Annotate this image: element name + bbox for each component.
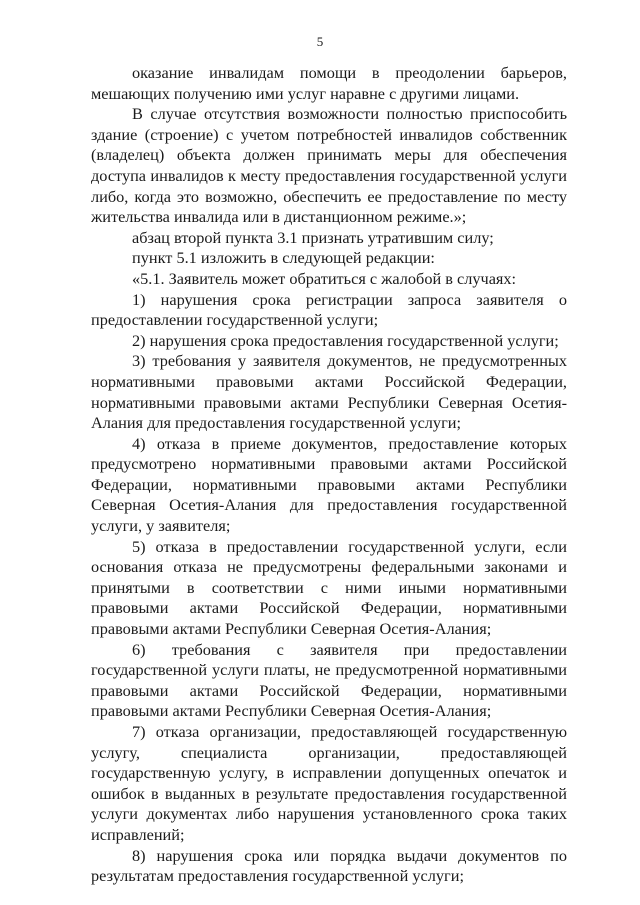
paragraph-continuation: оказание инвалидам помощи в преодолении барьеров, мешающих получению ими услуг наравне с другими лицами. <box>91 63 567 103</box>
paragraph-clause-3-1: абзац второй пункта 3.1 признать утратившим силу; <box>132 227 494 247</box>
list-item-8: 8) нарушения срока или порядка выдачи документов по результатам предоставления государственной услуги; <box>91 845 567 886</box>
list-item-5: 5) отказа в предоставлении государственной услуги, если основания отказа не предусмотрены федеральными законами и принятыми в соответствии с ними иными нормативными правовыми актами Российской Федерации, нормативными правовыми актами Республики Северная Осетия-Алания; <box>91 536 567 639</box>
page-number: 5 <box>316 34 324 49</box>
list-item-3: 3) требования у заявителя документов, не предусмотренных нормативными правовыми актами Российской Федерации, нормативными правовыми актами Республики Северная Осетия-Алания для предоставления государственной услуги; <box>91 351 567 433</box>
paragraph-clause-5-1-heading: «5.1. Заявитель может обратиться с жалобой в случаях: <box>132 268 517 288</box>
list-item-4: 4) отказа в приеме документов, предоставление которых предусмотрено нормативными правовыми актами Российской Федерации, нормативными правовыми актами Республики Северная Осетия-Алания для предоставления государственной услуги, у заявителя; <box>91 433 567 536</box>
list-item-2: 2) нарушения срока предоставления государственной услуги; <box>132 330 559 350</box>
list-item-1: 1) нарушения срока регистрации запроса заявителя о предоставлении государственной услуги; <box>91 289 567 330</box>
list-item-6: 6) требования с заявителя при предоставлении государственной услуги платы, не предусмотренной нормативными правовыми актами Российской Федерации, нормативными правовыми актами Республики Северная Осетия-Алания; <box>91 639 567 721</box>
paragraph-clause-5-1-intro: пункт 5.1 изложить в следующей редакции: <box>132 248 435 268</box>
list-item-7: 7) отказа организации, предоставляющей государственную услугу, специалиста организации, предоставляющей государственную услугу, в исправлении допущенных опечаток и ошибок в выданных в результате предоставления государственной услуги документах либо нарушения установленного срока таких исправлений; <box>91 722 567 844</box>
document-body <box>91 63 567 887</box>
paragraph-building-access: В случае отсутствия возможности полностью приспособить здание (строение) с учетом потребностей инвалидов собственник (владелец) объекта должен принимать меры для обеспечения доступа инвалидов к месту предоставления государственной услуги либо, когда это возможно, обеспечить ее предоставление по месту жительства инвалида или в дистанционном режиме.»; <box>91 104 567 227</box>
